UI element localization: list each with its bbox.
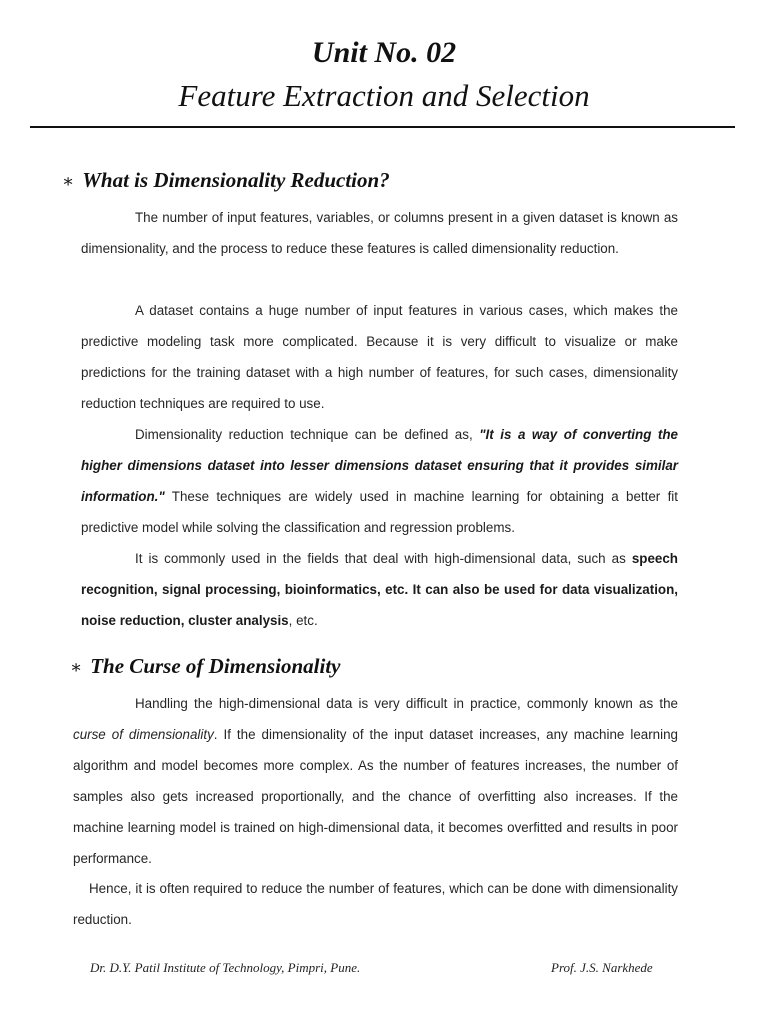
- paragraph: A dataset contains a huge number of input features in various cases, which makes the predictive modeling task more complicated. Because it is very difficult to visualize or make predictions for the training dataset with a high number of features, for such cases, dimensionality reduction techniques are required to use.: [81, 303, 678, 411]
- section-heading-text: The Curse of Dimensionality: [90, 654, 341, 678]
- paragraph-text: . If the dimensionality of the input dataset increases, any machine learning algorithm and model becomes more complex. As the number of features increases, the number of samples also gets increased proportionally, and the chance of overfitting also increases. If the machine learning model is trained on high-dimensional data, it becomes overfitted and results in poor performance.: [73, 727, 679, 866]
- paragraph-applications: [81, 543, 678, 636]
- definition-quote: "It is a way of converting the higher dimensions dataset into lesser dimensions dataset ensuring that it provides similar information.": [81, 427, 678, 504]
- unit-number: Unit No. 02: [311, 36, 457, 69]
- paragraph-text: These techniques are widely used in machine learning for obtaining a better fit predictive model while solving the classification and regression problems.: [81, 489, 678, 535]
- section-heading-dimensionality-reduction: [62, 168, 390, 193]
- footer-institute: Dr. D.Y. Patil Institute of Technology, Pimpri, Pune.: [90, 960, 361, 975]
- section-heading-curse-of-dimensionality: [70, 654, 341, 679]
- paragraph: Hence, it is often required to reduce the number of features, which can be done with dimensionality reduction.: [73, 881, 678, 927]
- paragraph-definition: [81, 419, 678, 543]
- paragraph-text: Dimensionality reduction technique can be defined as,: [135, 427, 480, 442]
- header-divider: [30, 126, 735, 128]
- paragraph-curse: [73, 688, 678, 874]
- curse-term: curse of dimensionality: [73, 727, 214, 742]
- bullet-star-icon: ∗: [62, 171, 75, 191]
- unit-title: Feature Extraction and Selection: [178, 78, 590, 113]
- section-heading-text: What is Dimensionality Reduction?: [82, 168, 390, 192]
- paragraph-text: , etc.: [288, 613, 318, 628]
- applications-bold-text: speech recognition, signal processing, bioinformatics, etc. It can also be used for data visualization, noise reduction, cluster analysis: [81, 551, 678, 628]
- paragraph-text: Handling the high-dimensional data is very difficult in practice, commonly known as the: [135, 696, 678, 711]
- paragraph-text: It is commonly used in the fields that deal with high-dimensional data, such as: [135, 551, 632, 566]
- bullet-star-icon: ∗: [70, 657, 83, 677]
- footer-author: Prof. J.S. Narkhede: [551, 960, 653, 975]
- paragraph: The number of input features, variables, or columns present in a given dataset is known as dimensionality, and the process to reduce these features is called dimensionality reduction.: [81, 210, 678, 256]
